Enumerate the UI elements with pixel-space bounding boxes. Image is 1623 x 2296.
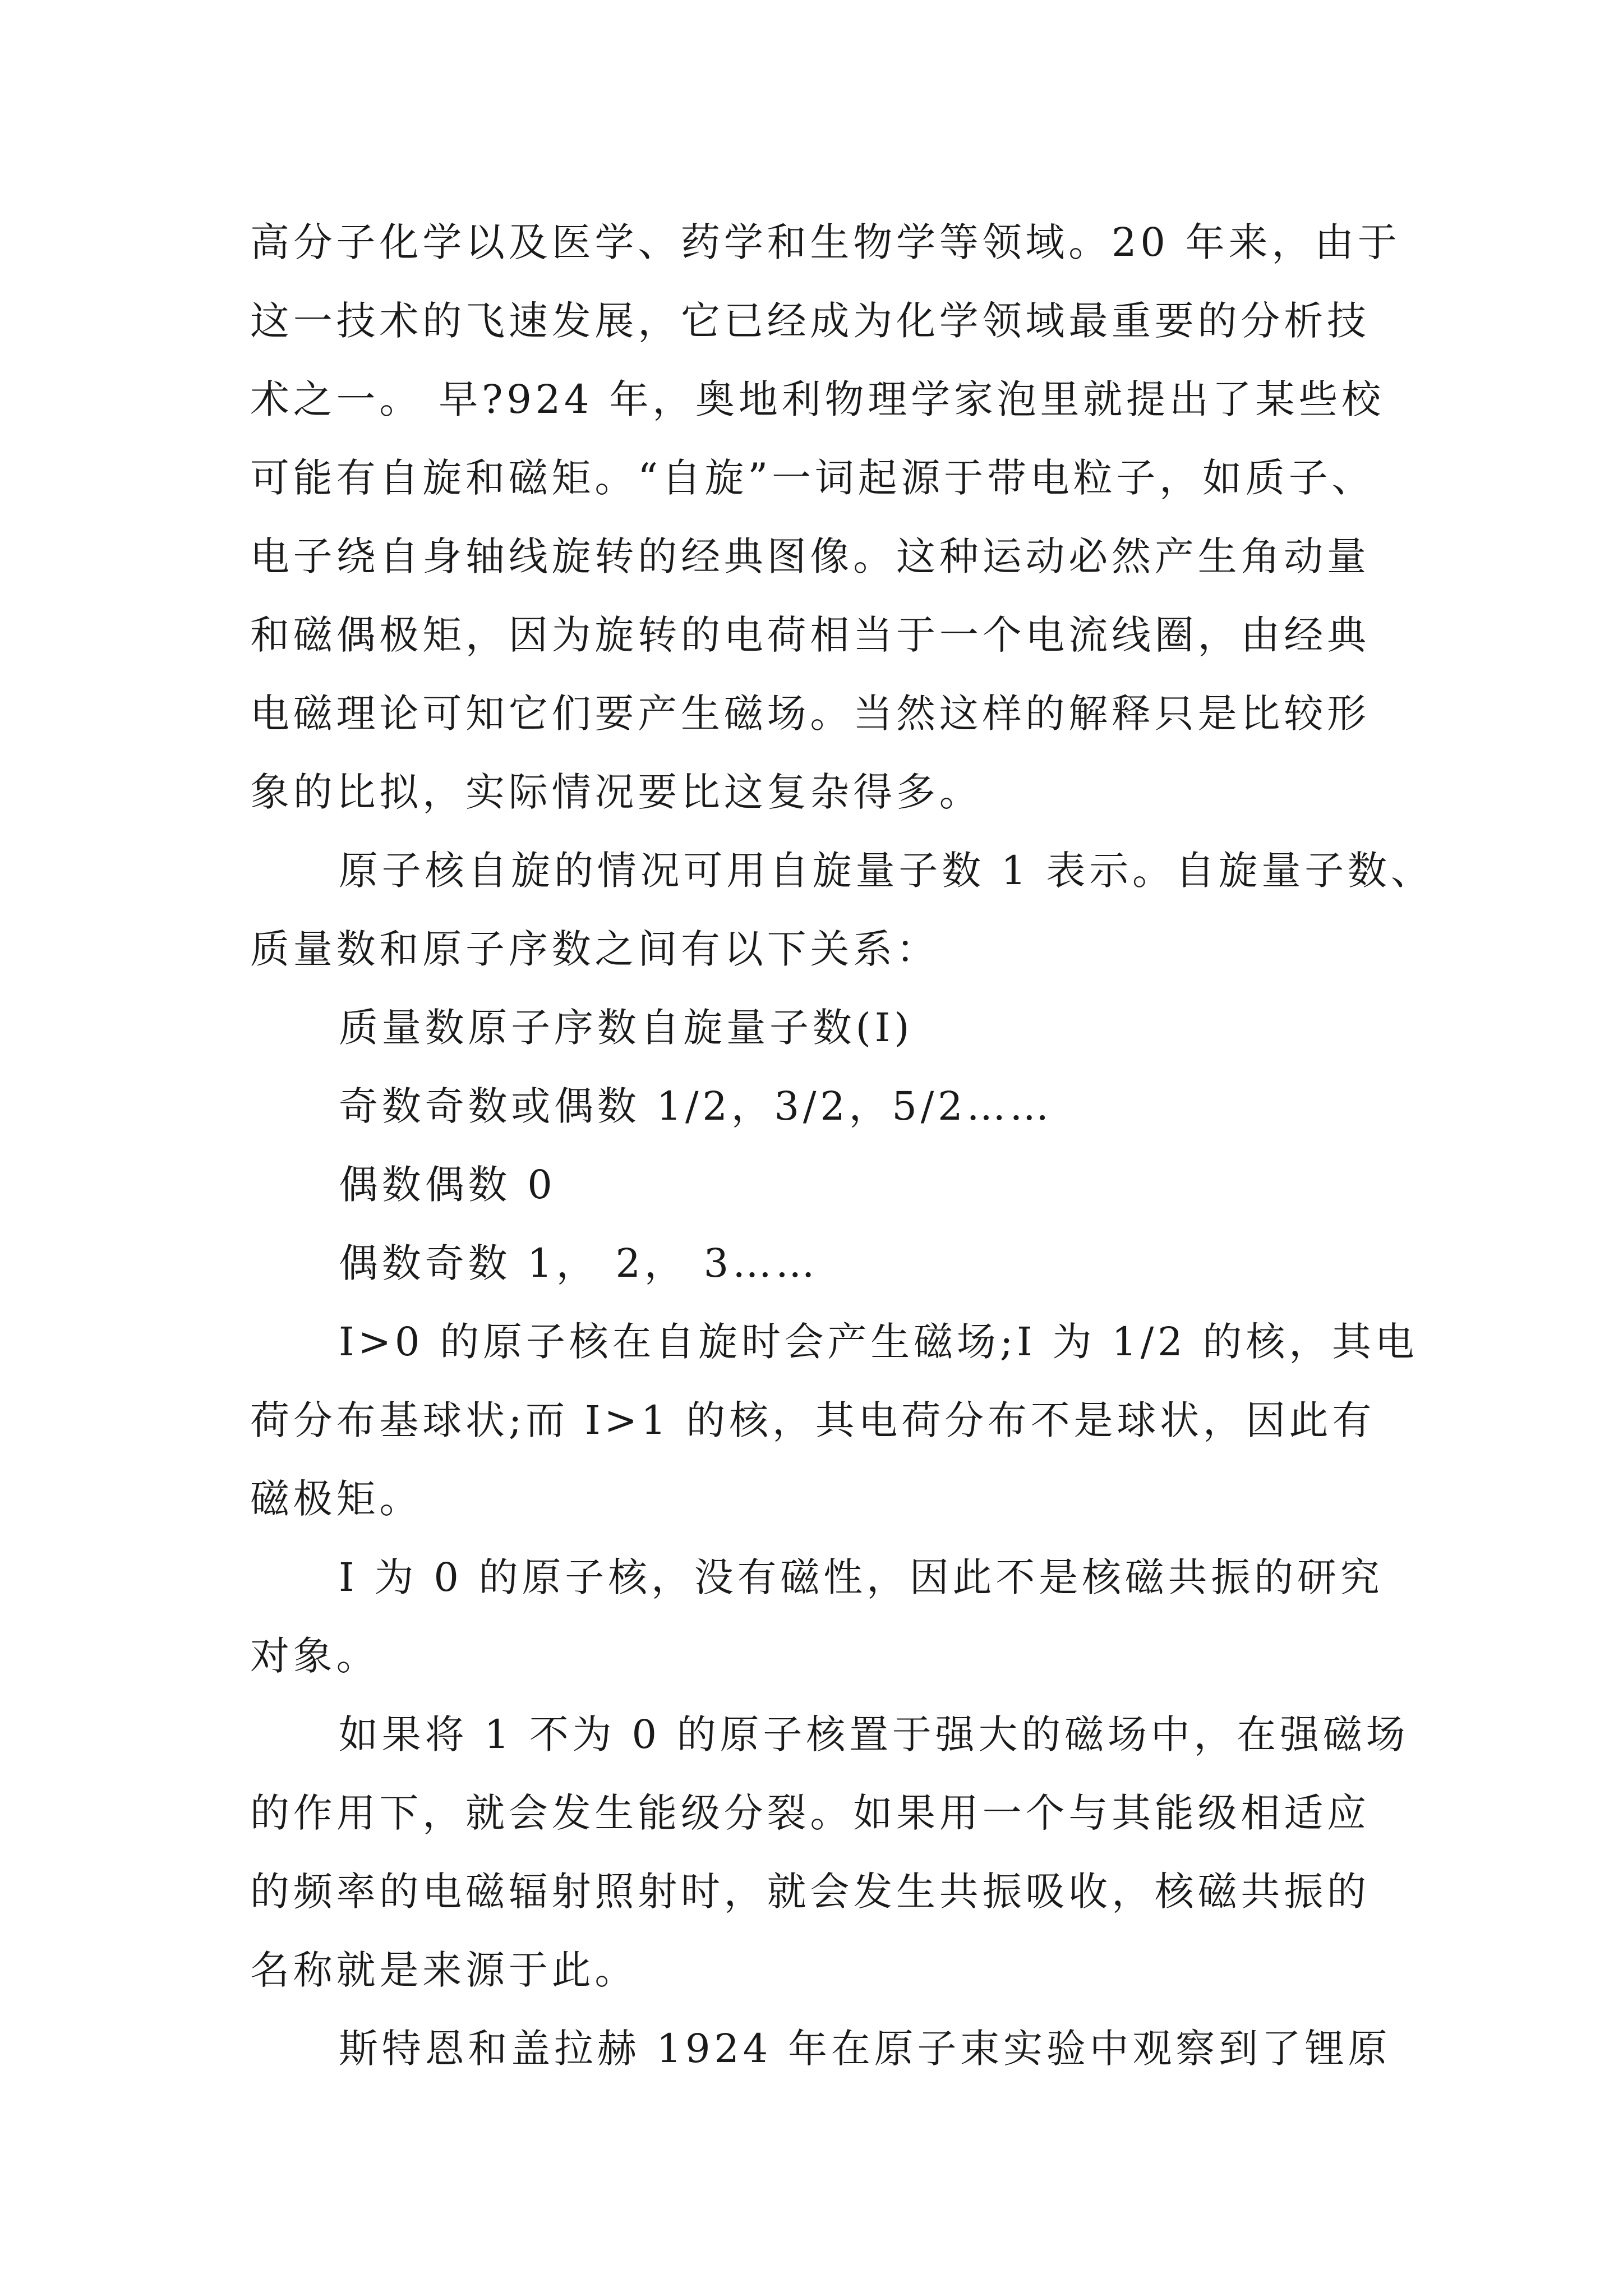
text-line: 电磁理论可知它们要产生磁场。当然这样的解释只是比较形 bbox=[250, 691, 1370, 737]
table-row-line: 偶数奇数 1， 2， 3…… bbox=[339, 1240, 819, 1286]
paragraph-start: 原子核自旋的情况可用自旋量子数 1 表示。自旋量子数、 bbox=[339, 848, 1434, 894]
table-header-line: 质量数原子序数自旋量子数(I) bbox=[339, 1005, 914, 1051]
text-line: 质量数和原子序数之间有以下关系： bbox=[250, 926, 939, 972]
text-line: 荷分布基球状;而 I>1 的核，其电荷分布不是球状，因此有 bbox=[250, 1397, 1376, 1443]
text-line: 名称就是来源于此。 bbox=[250, 1947, 638, 1993]
text-line: 这一技术的飞速发展，它已经成为化学领域最重要的分析技 bbox=[250, 298, 1370, 344]
text-line: 高分子化学以及医学、药学和生物学等领域。20 年来，由于 bbox=[250, 219, 1401, 265]
text-line: 术之一。 早?924 年，奥地利物理学家泡里就提出了某些校 bbox=[250, 376, 1385, 422]
text-line: 和磁偶极矩，因为旋转的电荷相当于一个电流线圈，由经典 bbox=[250, 612, 1370, 658]
text-line: 对象。 bbox=[250, 1633, 380, 1679]
text-line: 电子绕自身轴线旋转的经典图像。这种运动必然产生角动量 bbox=[250, 533, 1370, 579]
table-row-line: 偶数偶数 0 bbox=[339, 1162, 556, 1208]
text-line: 象的比拟，实际情况要比这复杂得多。 bbox=[250, 769, 983, 815]
table-row-line: 奇数奇数或偶数 1/2，3/2，5/2…… bbox=[339, 1083, 1053, 1129]
text-line: 的作用下，就会发生能级分裂。如果用一个与其能级相适应 bbox=[250, 1790, 1370, 1836]
paragraph-start: I 为 0 的原子核，没有磁性，因此不是核磁共振的研究 bbox=[339, 1554, 1384, 1600]
text-line: 可能有自旋和磁矩。“自旋”一词起源于带电粒子，如质子、 bbox=[250, 455, 1375, 501]
paragraph-start: 如果将 1 不为 0 的原子核置于强大的磁场中，在强磁场 bbox=[339, 1711, 1409, 1757]
paragraph-start: I>0 的原子核在自旋时会产生磁场;I 为 1/2 的核，其电 bbox=[339, 1319, 1418, 1365]
paragraph-start: 斯特恩和盖拉赫 1924 年在原子束实验中观察到了锂原 bbox=[339, 2026, 1391, 2072]
text-line: 的频率的电磁辐射照射时，就会发生共振吸收，核磁共振的 bbox=[250, 1869, 1370, 1915]
text-line: 磁极矩。 bbox=[250, 1476, 423, 1522]
